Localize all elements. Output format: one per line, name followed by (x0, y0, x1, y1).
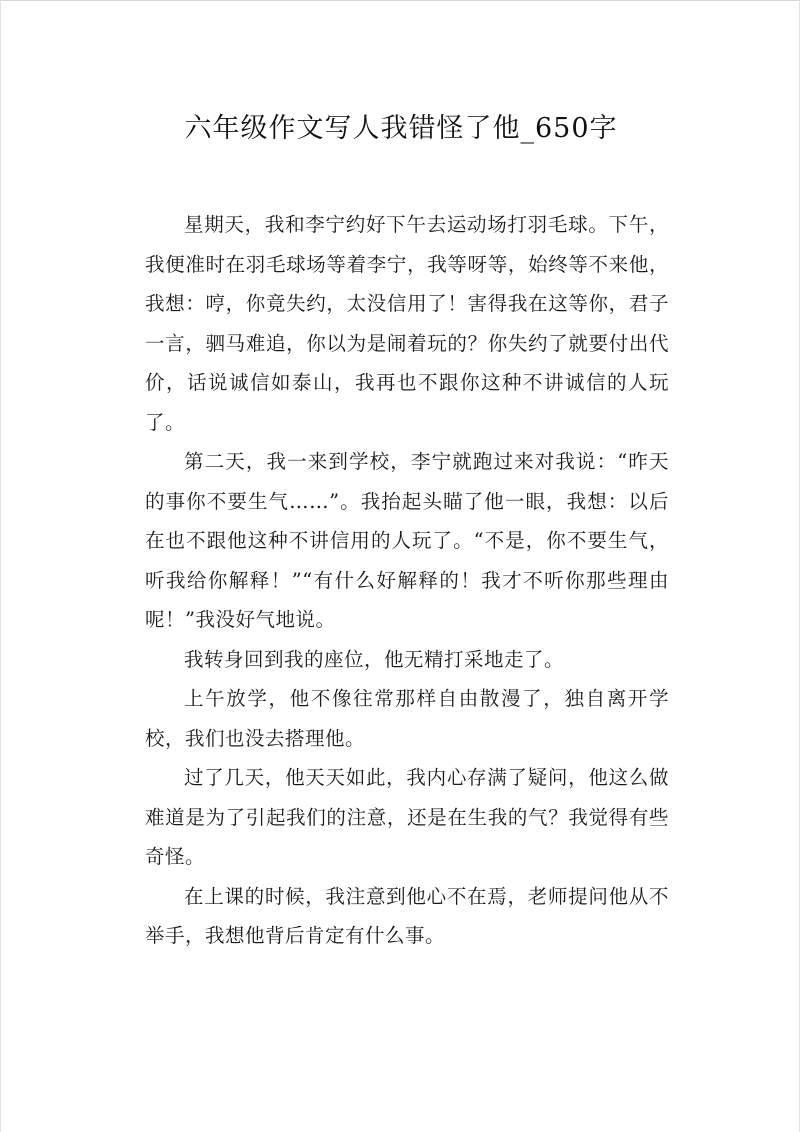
paragraph-2: 第二天，我一来到学校，李宁就跑过来对我说：“昨天的事你不要生气……”。我抬起头瞄了他一眼，我想：以后在也不跟他这种不讲信用的人玩了。“不是，你不要生气，听我给你解释！”“有什么好解释的！我才不听你那些理由呢！”我没好气地说。 (145, 450, 669, 631)
paragraph-4: 上午放学，他不像往常那样自由散漫了，独自离开学校，我们也没去搭理他。 (145, 687, 669, 750)
paragraph-1: 星期天，我和李宁约好下午去运动场打羽毛球。下午，我便准时在羽毛球场等着李宁，我等呀等，始终等不来他，我想：哼，你竟失约，太没信用了！害得我在这等你，君子一言，驷马难追，你以为是闹着玩的？你失约了就要付出代价，话说诚信如泰山，我再也不跟你这种不讲诚信的人玩了。 (145, 213, 669, 434)
paragraph-5: 过了几天，他天天如此，我内心存满了疑问，他这么做难道是为了引起我们的注意，还是在生我的气？我觉得有些奇怪。 (145, 766, 669, 868)
document-title: 六年级作文写人我错怪了他_650字 (184, 113, 618, 144)
paragraph-3: 我转身回到我的座位，他无精打采地走了。 (184, 647, 565, 671)
document-body (145, 205, 669, 956)
paragraph-6: 在上课的时候，我注意到他心不在焉，老师提问他从不举手，我想他背后肯定有什么事。 (145, 884, 669, 947)
